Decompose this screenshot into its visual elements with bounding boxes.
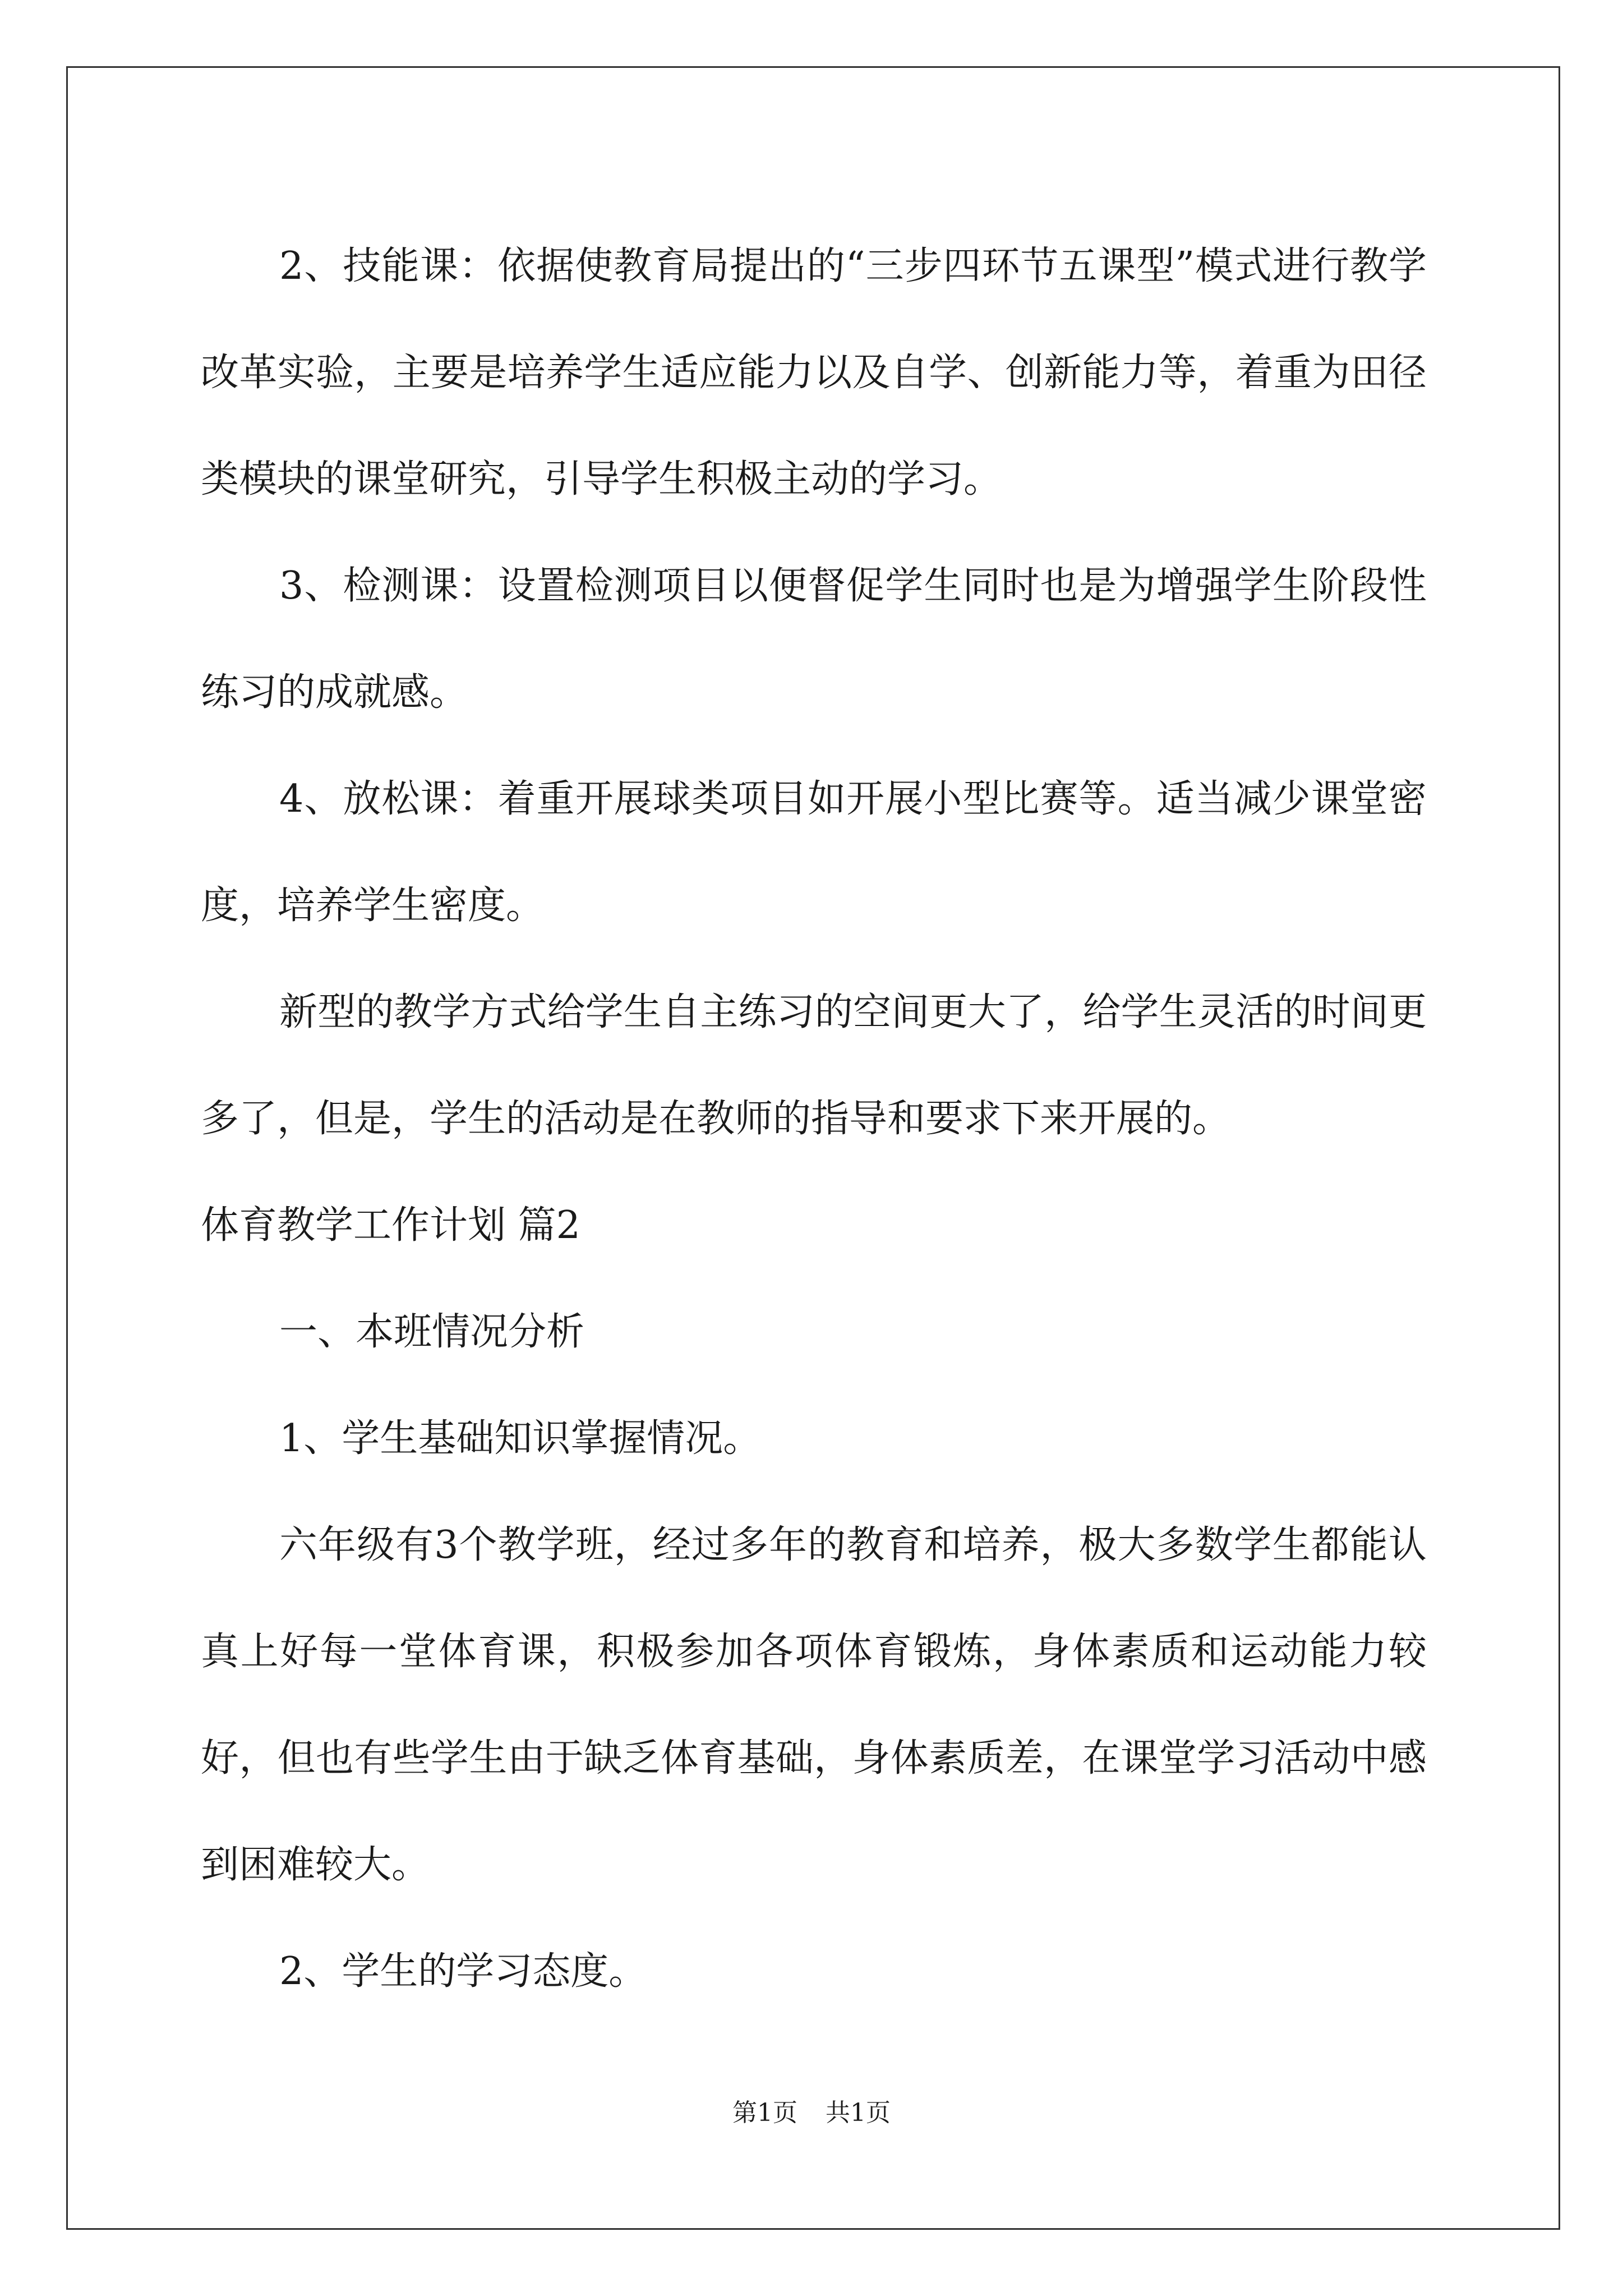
paragraph-new-teaching: 新型的教学方式给学生自主练习的空间更大了，给学生灵活的时间更多了，但是，学生的活动是在教师的指导和要求下来开展的。: [201, 990, 1427, 1141]
page-footer: [0, 2092, 1623, 2128]
subheading-basic-knowledge: 1、学生基础知识掌握情况。: [279, 1416, 762, 1461]
page-total: 共1页: [826, 2099, 891, 2127]
subheading-learning-attitude: 2、学生的学习态度。: [279, 1949, 647, 1994]
paragraph-relax-class: 4、放松课：着重开展球类项目如开展小型比赛等。适当减少课堂密度，培养学生密度。: [201, 777, 1427, 928]
document-body: [201, 213, 1427, 2025]
page-number: 第1页: [732, 2099, 797, 2127]
paragraph-test-class: 3、检测课：设置检测项目以便督促学生同时也是为增强学生阶段性练习的成就感。: [201, 564, 1427, 715]
paragraph-grade-six: 六年级有3个教学班，经过多年的教育和培养，极大多数学生都能认真上好每一堂体育课，积极参加各项体育锻炼，身体素质和运动能力较好，但也有些学生由于缺乏体育基础，身体素质差，在课堂学习活动中感到困难较大。: [201, 1523, 1427, 1887]
section-heading: 体育教学工作计划 篇2: [201, 1203, 580, 1248]
subheading-class-analysis: 一、本班情况分析: [279, 1310, 585, 1354]
paragraph-skill-class: 2、技能课：依据使教育局提出的“三步四环节五课型”模式进行教学改革实验，主要是培养学生适应能力以及自学、创新能力等，着重为田径类模块的课堂研究，引导学生积极主动的学习。: [201, 244, 1427, 501]
